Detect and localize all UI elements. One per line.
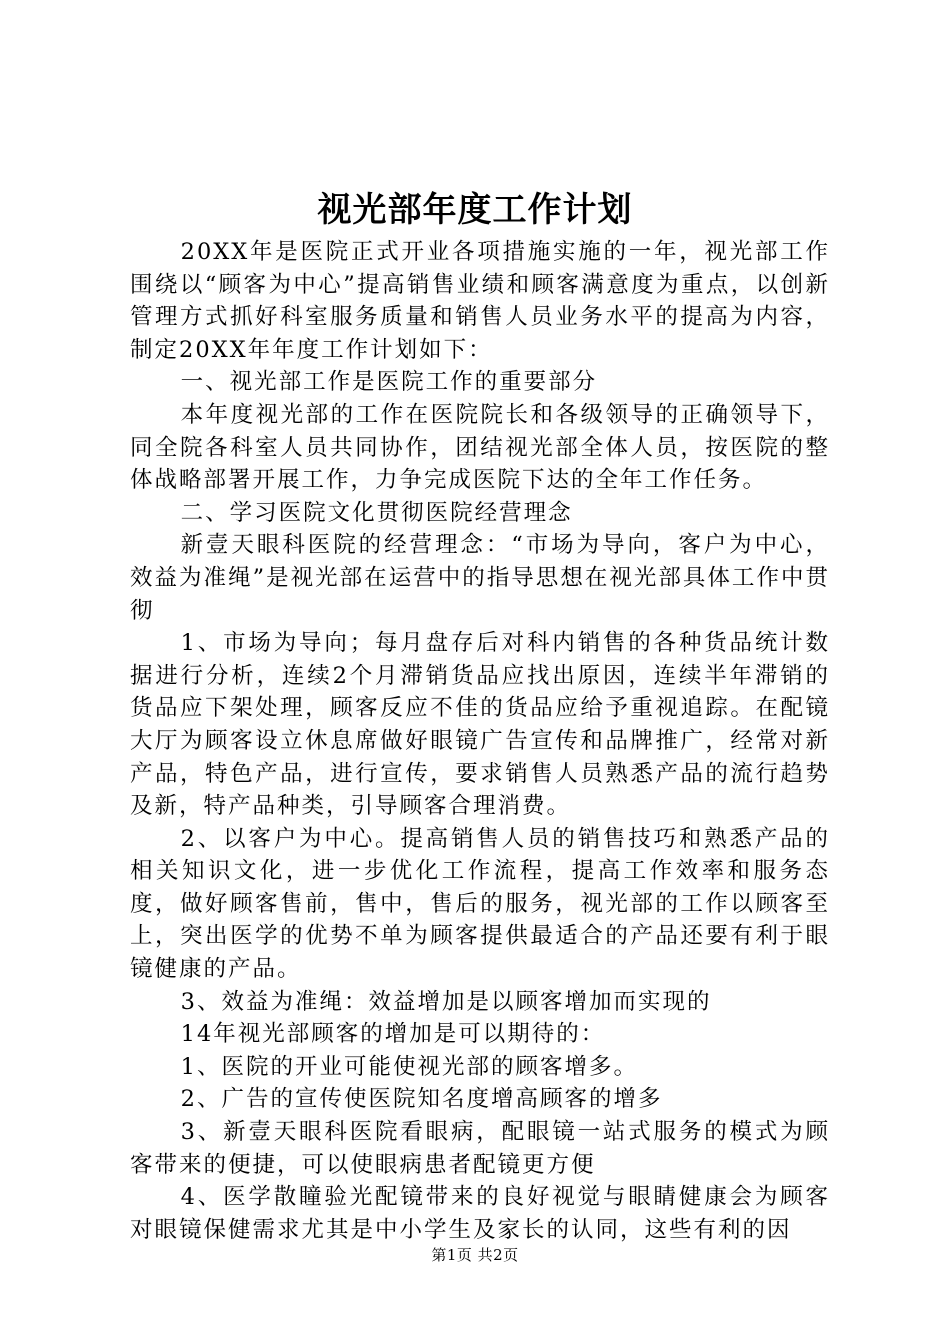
heading-section-1: 一、视光部工作是医院工作的重要部分	[180, 369, 598, 396]
page-number-footer: 第1页 共2页	[431, 1246, 519, 1264]
list-item-1: 1、医院的开业可能使视光部的顾客增多。	[180, 1053, 638, 1080]
document-title: 视光部年度工作计划	[317, 190, 633, 230]
list-item-2: 2、广告的宣传使医院知名度增高顾客的增多	[180, 1086, 663, 1113]
paragraph-benefit-criterion: 3、效益为准绳：效益增加是以顾客增加而实现的	[180, 988, 712, 1015]
paragraph-market-oriented: 1、市场为导向；每月盘存后对科内销售的各种货品统计数据进行分析，连续2个月滞销货品应找出原因，连续半年滞销的货品应下架处理，顾客反应不佳的货品应给予重视追踪。在配镜大厅为顾客设立休息席做好眼镜广告宣传和品牌推广，经常对新产品，特色产品，进行宣传，要求销售人员熟悉产品的流行趋势及新，特产品种类，引导顾客合理消费。	[130, 630, 830, 820]
document-body	[130, 236, 830, 1246]
paragraph-customer-growth: 14年视光部顾客的增加是可以期待的：	[180, 1021, 606, 1048]
paragraph-customer-centered: 2、以客户为中心。提高销售人员的销售技巧和熟悉产品的相关知识文化，进一步优化工作流程，提高工作效率和服务态度，做好顾客售前，售中，售后的服务，视光部的工作以顾客至上，突出医学的优势不单为顾客提供最适合的产品还要有利于眼镜健康的产品。	[130, 825, 830, 983]
heading-section-2: 二、学习医院文化贯彻医院经营理念	[180, 499, 573, 526]
paragraph-intro: 20XX年是医院正式开业各项措施实施的一年，视光部工作围绕以“顾客为中心”提高销售业绩和顾客满意度为重点，以创新管理方式抓好科室服务质量和销售人员业务水平的提高为内容，制定20XX年年度工作计划如下：	[130, 239, 830, 363]
list-item-4: 4、医学散瞳验光配镜带来的良好视觉与眼睛健康会为顾客对眼镜保健需求尤其是中小学生及家长的认同，这些有利的因	[130, 1184, 830, 1243]
paragraph-philosophy: 新壹天眼科医院的经营理念：“市场为导向，客户为中心，效益为准绳”是视光部在运营中的指导思想在视光部具体工作中贯彻	[130, 532, 830, 624]
list-item-3: 3、新壹天眼科医院看眼病，配眼镜一站式服务的模式为顾客带来的便捷，可以使眼病患者配镜更方便	[130, 1119, 830, 1178]
paragraph-section-1: 本年度视光部的工作在医院院长和各级领导的正确领导下，同全院各科室人员共同协作，团结视光部全体人员，按医院的整体战略部署开展工作，力争完成医院下达的全年工作任务。	[130, 401, 830, 494]
